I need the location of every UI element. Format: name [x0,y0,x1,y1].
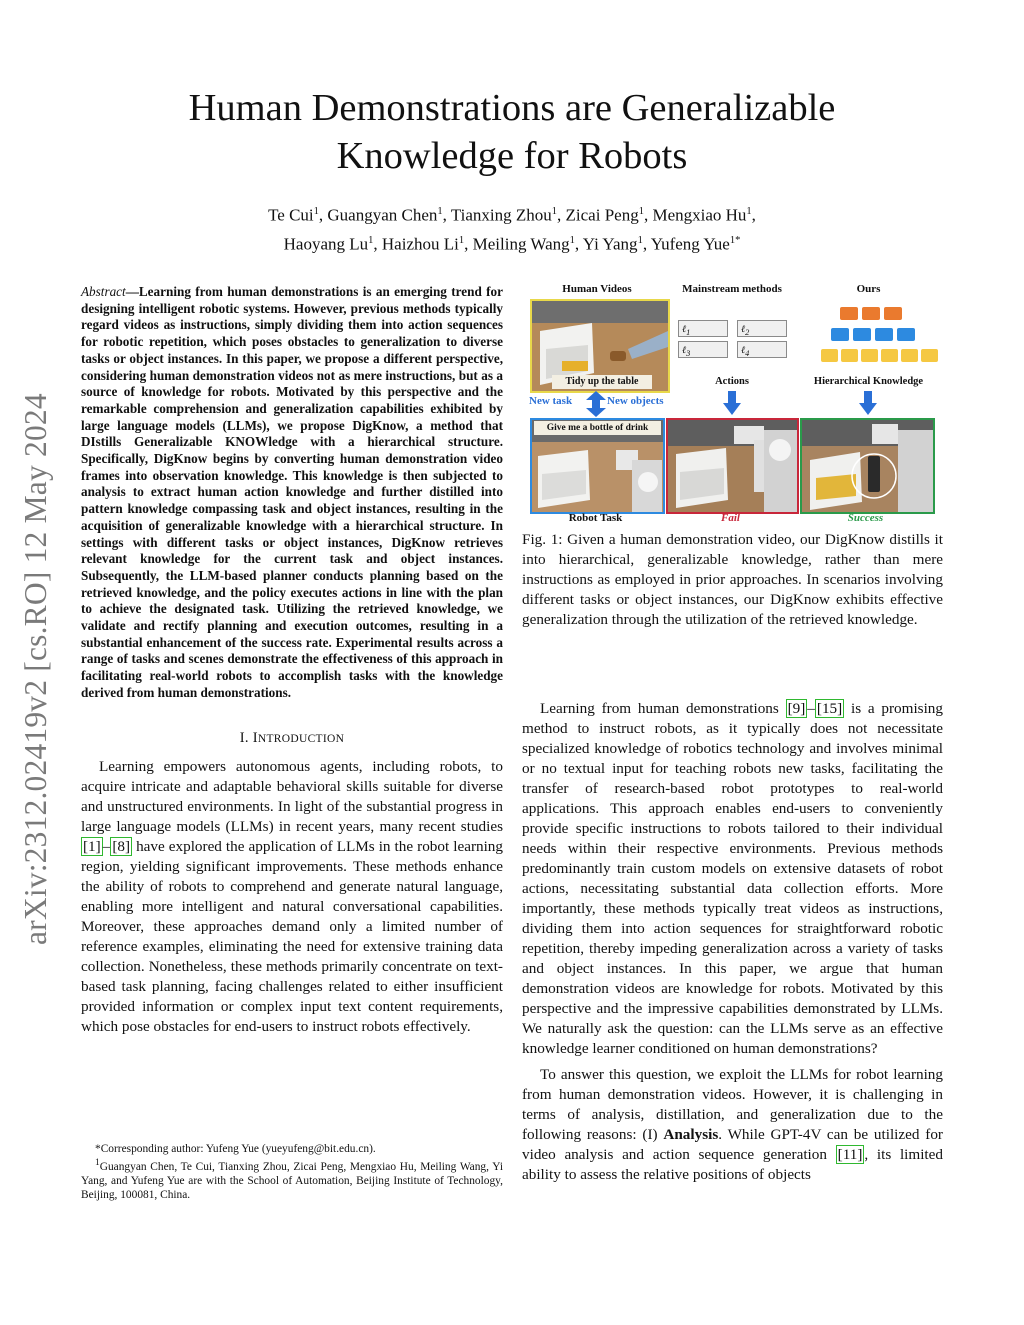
knowledge-block [921,349,938,362]
instruction-box: ℓ$_4$ [737,341,787,358]
intro-paragraph-1: Learning empowers autonomous agents, including robots, to acquire intricate and adaptable behavioral skills suitable for diverse and unstructured environments. In light of the substantial progress in large language models (LLMs) in recent years, many recent studies [1] – [8] have explored the application of LLMs in the robot learning region, yielding significant improvements. These methods enhance the ability of robots to comprehend and generate natural language, enabling more intelligent and natural conversational capabilities. Moreover, these approaches demand only a limited number of reference examples, eliminating the need for extensive training data collection. Nonetheless, these methods primarily concentrate on text-based task planning, facing challenges related to either insufficient provided information or complex input text content requirements, which pose obstacles for end-users to instruct robots effectively. [81,757,503,1035]
author-name: Mengxiao Hu [652,205,747,225]
citation-link[interactable]: [1] [83,837,101,855]
arxiv-identifier: arXiv:2312.02419v2 [cs.RO] 12 May 2024 [18,393,53,945]
new-task-label: New task [529,395,573,407]
knowledge-block [861,349,878,362]
author-name: Yufeng Yue [650,234,730,254]
author-name: Yi Yang [582,234,638,254]
knowledge-block [862,307,880,320]
instruction-box: ℓ$_1$ [678,320,728,337]
human-video-photo [530,299,670,393]
knowledge-block [821,349,838,362]
actions-label: Actions [715,376,749,387]
footnote-corresponding: *Corresponding author: Yufeng Yue (yueyufeng@bit.edu.cn). [95,1143,376,1155]
header-human-videos: Human Videos [562,283,632,295]
figure-caption-block [522,530,943,630]
citation-link[interactable]: [11] [837,1146,863,1163]
fail-label: Fail [721,512,740,524]
knowledge-block [831,328,849,341]
author-name: Guangyan Chen [327,205,438,225]
author-name: Haizhou Li [381,234,459,254]
author-name: Zicai Peng [565,205,639,225]
paper-title [100,84,924,180]
hierarchical-knowledge-label: Hierarchical Knowledge [813,376,924,387]
title-line-2: Knowledge for Robots [336,135,688,177]
author-list [100,199,924,256]
down-arrow-icon [723,391,741,415]
bidirectional-arrow-icon [585,391,607,417]
knowledge-block [897,328,915,341]
knowledge-block [841,349,858,362]
success-label: Success [847,512,884,524]
footnote-affiliation: $^1$Guangyan Chen, Te Cui, Tianxing Zhou, Zicai Peng, Mengxiao Hu, Meiling Wang, Yi Yang, and Yufeng Yue are with the School of Automation, Beijing Institute of Technology, Beijing, 100081, China. [81,1158,503,1201]
title-line-1: Human Demonstrations are Generalizable [188,87,836,129]
success-result-photo [800,418,935,514]
right-column-body [522,699,943,1185]
author-name: Meiling Wang [472,234,570,254]
left-column [81,284,503,1037]
fail-result-photo [666,418,799,514]
author-name: Tianxing Zhou [450,205,552,225]
knowledge-block [881,349,898,362]
video-task-tag: Tidy up the table [552,375,652,389]
new-objects-label: New objects [607,395,664,407]
abstract [81,284,503,702]
knowledge-block [884,307,902,320]
knowledge-block [901,349,918,362]
knowledge-block [840,307,858,320]
instruction-box: ℓ$_2$ [737,320,787,337]
down-arrow-icon [859,391,877,415]
success-scene [802,420,933,512]
author-line-1: Te Cui$^1$, Guangyan Chen$^1$, Tianxing Zhou$^1$, Zicai Peng$^1$, Mengxiao Hu$^1$, [268,205,756,225]
author-name: Te Cui [268,205,314,225]
citation-link[interactable]: [8] [112,837,131,855]
abstract-label: Abstract [81,284,126,299]
intro-paragraph-2: Learning from human demonstrations [9] – [15] is a promising method to instruct robots, as it typically does not necessitate specialized knowledge of robotics technology and involves minimal or no textual input for teaching robots new tasks, facilitating the transfer of research-based robot prototypes to real-world applications. This approach enables end-users to conveniently provide specific instructions to robots tailored to their individual needs within their respective environments. Previous methods predominantly train custom models on extensive datasets of robot actions, necessitating substantial data collection efforts. More importantly, these methods typically treat videos as instructions, dividing them into action sequences for straightforward robotic repetition, thereby impeding generalization across a variety of tasks and object instances. In this paper, we argue that human demonstration videos are knowledge for robots. Motivated by this perspective and the impressive capabilities demonstrated by LLMs. We naturally ask the question: can the LLMs serve as an effective knowledge learner conditioned on human demonstrations? [522,700,943,1057]
figure-1 [527,280,940,530]
robot-task-label: Robot Task [568,512,623,524]
author-line-2: Haoyang Lu$^1$, Haizhou Li$^1$, Meiling Wang$^1$, Yi Yang$^1$, Yufeng Yue$^{1*}$ [283,234,741,254]
fail-scene [668,420,797,512]
figure-caption: Fig. 1: Given a human demonstration video, our DigKnow distills it into hierarchical, generalizable knowledge, rather than mere instructions as employed in prior approaches. In scenarios involving different tasks or object instances, our DigKnow exhibits effective generalization through the utilization of the retrieved knowledge. [522,531,943,628]
intro-paragraph-3: To answer this question, we exploit the LLMs for robot learning from human demonstration videos. However, it is challenging in terms of analysis, distillation, and generalization due to the following reasons: (I) Analysis. While GPT-4V can be utilized for video analysis and action sequence generation [11] , its limited ability to assess the relative positions of objects [522,1066,943,1183]
citation-link[interactable]: [15] [816,700,843,717]
footnotes [81,1142,503,1202]
citation-link[interactable]: [9] [787,700,806,717]
robot-task-tag: Give me a bottle of drink [534,421,661,435]
section-heading-introduction: I. INTRODUCTION [239,729,345,746]
instruction-box: ℓ$_3$ [678,341,728,358]
author-name: Haoyang Lu [283,234,369,254]
knowledge-block [853,328,871,341]
robot-task-photo [530,418,665,514]
abstract-text: —Learning from human demonstrations is an emerging trend for designing intelligent robotic systems. However, previous methods typically regard videos as instructions, simply dividing them into action sequences for robotic repetition, which poses obstacles to generalization to diverse tasks or object instances. In this paper, we propose a different perspective, considering human demonstration videos not as mere instructions, but as a source of knowledge for robots. Motivated by this perspective and the remarkable comprehension and generalization capabilities exhibited by large language models (LLMs), we propose DigKnow, a method that DIstills Generalizable KNOWledge with a hierarchical structure. Specifically, DigKnow begins by converting human demonstration video frames into observation knowledge. This knowledge is then subjected to analysis to extract human action knowledge and further distilled into pattern knowledge compassing task and object instances, resulting in the acquisition of generalizable knowledge with a hierarchical structure. In settings with different tasks or object instances, DigKnow retrieves relevant knowledge for the current task and object instances. Subsequently, the LLM-based planner conducts planning based on the retrieved knowledge, and the policy executes actions in line with the plan to achieve the designated task. Utilizing the retrieved knowledge, we validate and rectify planning and execution outcomes, resulting in a substantial enhancement of the success rate. Experimental results across a range of tasks and scenes demonstrate the effectiveness of this approach in facilitating real-world robots to accomplish tasks with the knowledge derived from human demonstrations. [81,284,503,700]
header-ours: Ours [856,283,881,295]
knowledge-block [875,328,893,341]
header-mainstream-methods: Mainstream methods [682,283,782,295]
